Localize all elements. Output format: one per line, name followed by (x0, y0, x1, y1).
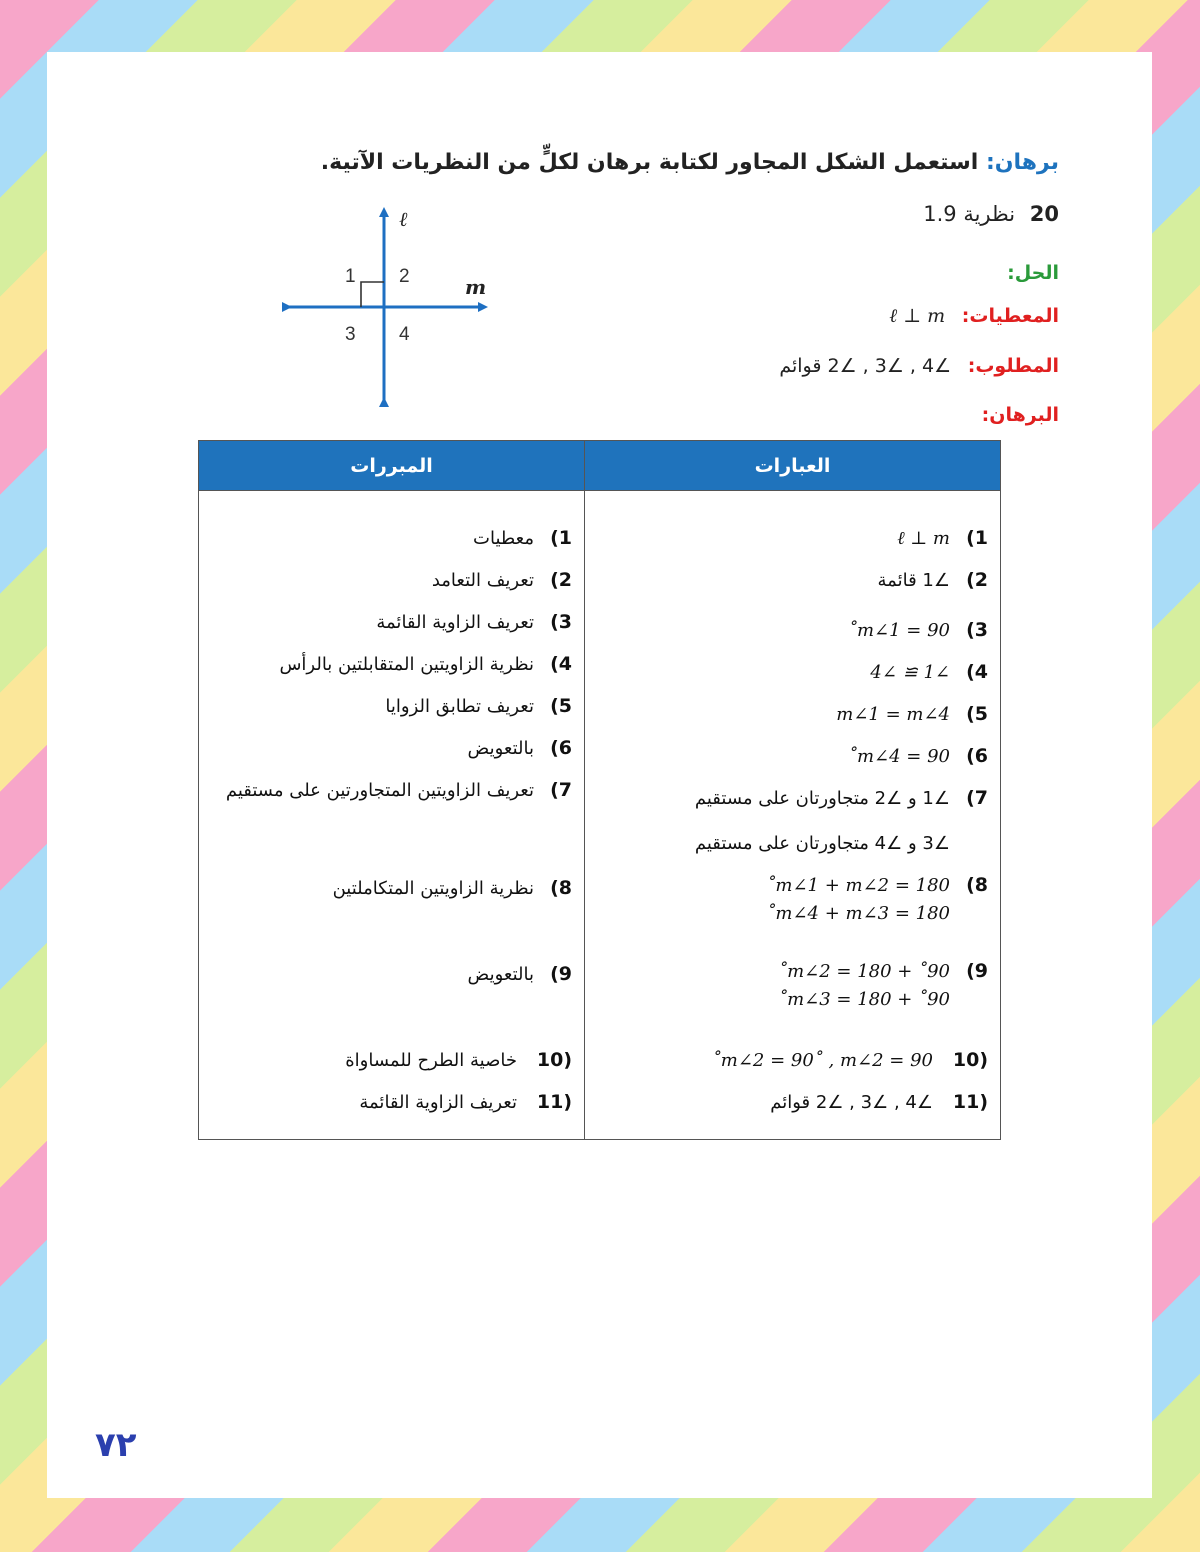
statement-row: 2) ∠1 قائمة (877, 569, 988, 591)
given-line (889, 305, 1059, 328)
statement-row: 90˚ + m∠3 = 180˚ (778, 989, 950, 1010)
required-value: ∠4 , ∠3 , ∠2 قوائم (779, 355, 952, 377)
statement-row: 4) ∠1 ≅ ∠4 (870, 661, 988, 683)
angle-4-label: 4 (399, 324, 410, 345)
statement-row: (11 ∠4 , ∠3 , ∠2 قوائم (770, 1091, 988, 1113)
reason-row: (10 خاصية الطرح للمساواة (345, 1049, 572, 1071)
label-m: m (465, 275, 487, 299)
perpendicular-lines-figure (277, 202, 497, 417)
question-number: 20 (1029, 202, 1059, 226)
statement-row: (10 m∠2 = 90˚ , m∠2 = 90˚ (711, 1049, 988, 1071)
statement-row: 1) ℓ ⊥ m (897, 527, 988, 549)
required-label: المطلوب: (967, 355, 1059, 377)
worksheet-page (47, 52, 1152, 1498)
statement-row: 5) m∠1 = m∠4 (836, 703, 988, 725)
reason-row: 5) تعريف تطابق الزوايا (385, 695, 572, 717)
angle-1-label: 1 (345, 266, 356, 287)
question-text: نظرية 1.9 (923, 202, 1016, 226)
required-line (779, 355, 1059, 377)
statement-row: 8) m∠1 + m∠2 = 180˚ (766, 874, 988, 896)
statement-row: 6) m∠4 = 90˚ (847, 745, 988, 767)
reason-row: 6) بالتعويض (467, 737, 572, 759)
reason-row: 3) تعريف الزاوية القائمة (376, 611, 572, 633)
exercise-header (321, 150, 1059, 175)
statement-row: 7) ∠1 و ∠2 متجاورتان على مستقيم (694, 787, 988, 809)
right-angle-mark (361, 282, 384, 307)
proof-label: البرهان: (981, 404, 1059, 426)
proof-table (198, 440, 1001, 1140)
header-text: استعمل الشكل المجاور لكتابة برهان لكلٍّ من النظريات الآتية. (320, 150, 979, 175)
reason-row: 1) معطيات (473, 527, 572, 549)
reason-row: 4) نظرية الزاويتين المتقابلتين بالرأس (279, 653, 572, 675)
reason-row: 2) تعريف التعامد (431, 569, 572, 591)
label-l: ℓ (399, 207, 408, 231)
reason-row: (11 تعريف الزاوية القائمة (359, 1091, 572, 1113)
reasons-header: المبررات (199, 441, 585, 491)
header-label: برهان: (985, 150, 1059, 175)
solution-label: الحل: (1007, 262, 1059, 284)
statements-header: العبارات (585, 441, 1001, 491)
statements-column (585, 491, 1001, 1140)
question-line (923, 202, 1059, 226)
reason-row: 7) تعريف الزاويتين المتجاورتين على مستقيم (225, 779, 572, 801)
reason-row: 9) بالتعويض (467, 963, 572, 985)
page-number: ٧٢ (95, 1425, 137, 1465)
statement-row: m∠4 + m∠3 = 180˚ (766, 903, 950, 924)
angle-2-label: 2 (399, 266, 410, 287)
given-value: ℓ ⊥ m (889, 305, 946, 327)
given-label: المعطيات: (961, 305, 1059, 327)
reasons-column (199, 491, 585, 1140)
angle-3-label: 3 (345, 324, 356, 345)
statement-row: 9) 90˚ + m∠2 = 180˚ (778, 960, 988, 982)
statement-row: ∠3 و ∠4 متجاورتان على مستقيم (694, 832, 950, 854)
reason-row: 8) نظرية الزاويتين المتكاملتين (332, 877, 572, 899)
statement-row: 3) m∠1 = 90˚ (847, 619, 988, 641)
